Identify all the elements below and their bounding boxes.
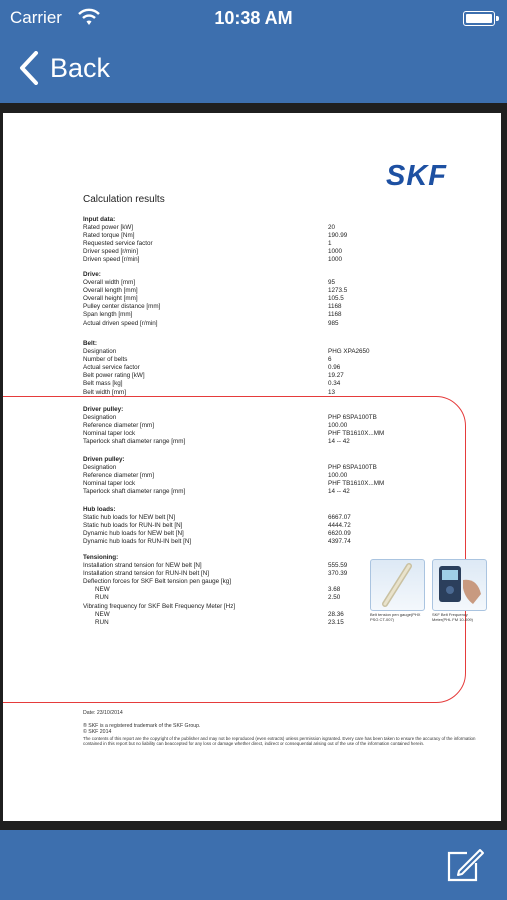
result-label: Installation strand tension for RUN-IN belt [N] xyxy=(83,570,209,578)
result-row xyxy=(83,348,413,356)
driver-pulley-section xyxy=(83,406,413,446)
result-label: Belt mass [kg] xyxy=(83,380,123,388)
result-row xyxy=(83,464,413,472)
result-label: Belt power rating [kW] xyxy=(83,372,145,380)
trademark-notice: ® SKF is a registered trademark of the SKF Group. xyxy=(83,722,201,729)
result-value: 14 -- 42 xyxy=(328,488,350,496)
result-value: 100.00 xyxy=(328,472,348,480)
report-footer xyxy=(83,710,493,747)
result-row xyxy=(83,562,413,570)
clock-label: 10:38 AM xyxy=(214,8,293,28)
result-row xyxy=(83,430,413,438)
result-label: RUN xyxy=(95,618,109,626)
compose-icon xyxy=(445,847,485,883)
result-label: Pulley center distance [mm] xyxy=(83,303,161,311)
result-value: 555.59 xyxy=(328,562,348,570)
result-label: NEW xyxy=(95,610,110,618)
result-row xyxy=(83,295,413,303)
report-page xyxy=(3,113,501,821)
back-button[interactable] xyxy=(18,50,110,86)
result-value: PHG XPA2650 xyxy=(328,348,370,356)
result-row xyxy=(83,522,413,530)
section-heading: Belt: xyxy=(83,340,97,347)
result-value: 1168 xyxy=(328,311,342,319)
result-value: 95 xyxy=(328,279,336,287)
result-label: Requested service factor xyxy=(83,240,153,248)
input-data-section xyxy=(83,216,413,265)
result-label: Dynamic hub loads for NEW belt [N] xyxy=(83,530,184,538)
result-value: 370.39 xyxy=(328,570,348,578)
pen-gauge-image xyxy=(370,559,425,611)
result-value: 190.99 xyxy=(328,232,348,240)
result-label: Taperlock shaft diameter range [mm] xyxy=(83,488,186,496)
result-value: 1 xyxy=(328,240,332,248)
carrier-label: Carrier xyxy=(10,8,62,27)
result-value: 28.36 xyxy=(328,610,344,618)
result-row xyxy=(83,611,413,619)
document-viewer[interactable] xyxy=(0,103,507,830)
result-label: Nominal taper lock xyxy=(83,430,136,438)
result-value: PHF TB1610X...MM xyxy=(328,430,385,438)
result-label: Actual service factor xyxy=(83,364,140,372)
section-heading: Input data: xyxy=(83,216,116,223)
result-label: Number of belts xyxy=(83,356,128,364)
result-label: Span length [mm] xyxy=(83,311,133,319)
result-row xyxy=(83,594,413,602)
result-row xyxy=(83,240,413,248)
result-row xyxy=(83,256,413,264)
battery-icon xyxy=(463,11,495,26)
result-value: 14 -- 42 xyxy=(328,438,350,446)
result-label: Static hub loads for NEW belt [N] xyxy=(83,514,176,522)
result-value: 6620.09 xyxy=(328,530,351,538)
section-heading: Drive: xyxy=(83,271,101,278)
result-value: 6 xyxy=(328,356,332,364)
result-label: Designation xyxy=(83,464,117,472)
result-value: 100.00 xyxy=(328,422,348,430)
result-label: Actual driven speed [r/min] xyxy=(83,319,158,327)
copyright-notice: © SKF 2014 xyxy=(83,729,112,735)
result-label: Reference diameter [mm] xyxy=(83,472,155,480)
result-row xyxy=(83,586,413,594)
report-title: Calculation results xyxy=(83,194,165,205)
result-label: Overall height [mm] xyxy=(83,295,138,303)
result-label: Overall length [mm] xyxy=(83,287,138,295)
result-label: Rated power [kW] xyxy=(83,224,134,232)
result-row xyxy=(83,530,413,538)
result-row xyxy=(83,364,413,372)
tensioning-section xyxy=(83,554,413,627)
result-row xyxy=(83,472,413,480)
result-label: Reference diameter [mm] xyxy=(83,422,155,430)
section-heading: Driver pulley: xyxy=(83,406,124,413)
report-date: Date: 23/10/2014 xyxy=(83,710,123,716)
result-label: NEW xyxy=(95,586,110,594)
result-row xyxy=(83,380,413,388)
chevron-left-icon xyxy=(18,51,40,85)
result-row xyxy=(83,356,413,364)
result-value: 4397.74 xyxy=(328,538,351,546)
hub-loads-section xyxy=(83,506,413,546)
result-label: Designation xyxy=(83,414,117,422)
result-row xyxy=(83,514,413,522)
result-row xyxy=(83,422,413,430)
result-value: 0.96 xyxy=(328,364,341,372)
result-value: 20 xyxy=(328,224,336,232)
result-label: Overall width [mm] xyxy=(83,279,136,287)
belt-section xyxy=(83,340,413,397)
section-heading: Driven pulley: xyxy=(83,456,125,463)
result-row xyxy=(83,232,413,240)
result-value: 1273.5 xyxy=(328,287,348,295)
result-row xyxy=(83,538,413,546)
result-row xyxy=(83,438,413,446)
status-bar xyxy=(0,0,507,36)
result-value: 985 xyxy=(328,319,339,327)
result-label: Nominal taper lock xyxy=(83,480,136,488)
driven-pulley-section xyxy=(83,456,413,496)
result-label: Taperlock shaft diameter range [mm] xyxy=(83,438,186,446)
result-value: 23.15 xyxy=(328,618,344,626)
result-value: 3.68 xyxy=(328,586,341,594)
result-row xyxy=(83,578,413,586)
result-label: Designation xyxy=(83,348,117,356)
skf-logo: SKF xyxy=(386,160,447,192)
result-row xyxy=(83,372,413,380)
result-row xyxy=(83,488,413,496)
result-row xyxy=(83,279,413,287)
result-row xyxy=(83,480,413,488)
result-value: 6667.07 xyxy=(328,514,351,522)
result-label: RUN xyxy=(95,594,109,602)
back-label: Back xyxy=(50,52,111,83)
result-label: Rated torque [Nm] xyxy=(83,232,135,240)
result-value: 4444.72 xyxy=(328,522,351,530)
result-value: 1000 xyxy=(328,256,343,264)
result-row xyxy=(83,303,413,311)
result-value: PHP 6SPA100TB xyxy=(328,414,377,422)
drive-section xyxy=(83,271,413,328)
result-value: PHP 6SPA100TB xyxy=(328,464,377,472)
result-row xyxy=(83,320,413,328)
pen-gauge-caption: Belt tension pen gauge(PHX PSG CT-007) xyxy=(370,612,421,622)
result-row xyxy=(83,389,413,397)
section-heading: Tensioning: xyxy=(83,554,119,561)
navigation-bar xyxy=(0,0,507,103)
frequency-meter-image xyxy=(432,559,487,611)
result-label: Static hub loads for RUN-IN belt [N] xyxy=(83,522,183,530)
result-value: 19.27 xyxy=(328,372,344,380)
result-value: 2.50 xyxy=(328,594,341,602)
result-row xyxy=(83,414,413,422)
result-row xyxy=(83,224,413,232)
result-label: Driver speed [r/min] xyxy=(83,248,138,256)
result-value: 0.34 xyxy=(328,380,341,388)
disclaimer-text: The contents of this report are the copyright of the publisher and may not be reproduced (even extracts) unless permission isgranted. Every care has been taken to ensure the accuracy of the information contained in this report but no liability can beaccepted for any loss or damage whether direct, indirect or consequential arising out of the use of the information contained herein. xyxy=(83,735,476,747)
result-row xyxy=(83,603,413,611)
result-label: Installation strand tension for NEW belt [N] xyxy=(83,562,202,570)
result-row xyxy=(83,311,413,319)
result-label: Vibrating frequency for SKF Belt Frequency Meter [Hz] xyxy=(83,602,236,610)
result-value: 1168 xyxy=(328,303,342,311)
result-value: 105.5 xyxy=(328,295,344,303)
result-value: 1000 xyxy=(328,248,343,256)
result-label: Dynamic hub loads for RUN-IN belt [N] xyxy=(83,538,192,546)
result-row xyxy=(83,287,413,295)
section-heading: Hub loads: xyxy=(83,506,116,513)
result-label: Driven speed [r/min] xyxy=(83,256,140,264)
bottom-toolbar xyxy=(0,830,507,900)
result-row xyxy=(83,248,413,256)
frequency-meter-caption: SKF Belt Frequency Meter(PHL FM 10-009) xyxy=(432,612,473,622)
result-label: Deflection forces for SKF Belt tension pen gauge [kg] xyxy=(83,578,232,586)
result-row xyxy=(83,619,413,627)
result-label: Belt width [mm] xyxy=(83,388,127,396)
result-value: PHF TB1610X...MM xyxy=(328,480,385,488)
compose-button[interactable] xyxy=(445,847,485,883)
result-value: 13 xyxy=(328,388,336,396)
result-row xyxy=(83,570,413,578)
